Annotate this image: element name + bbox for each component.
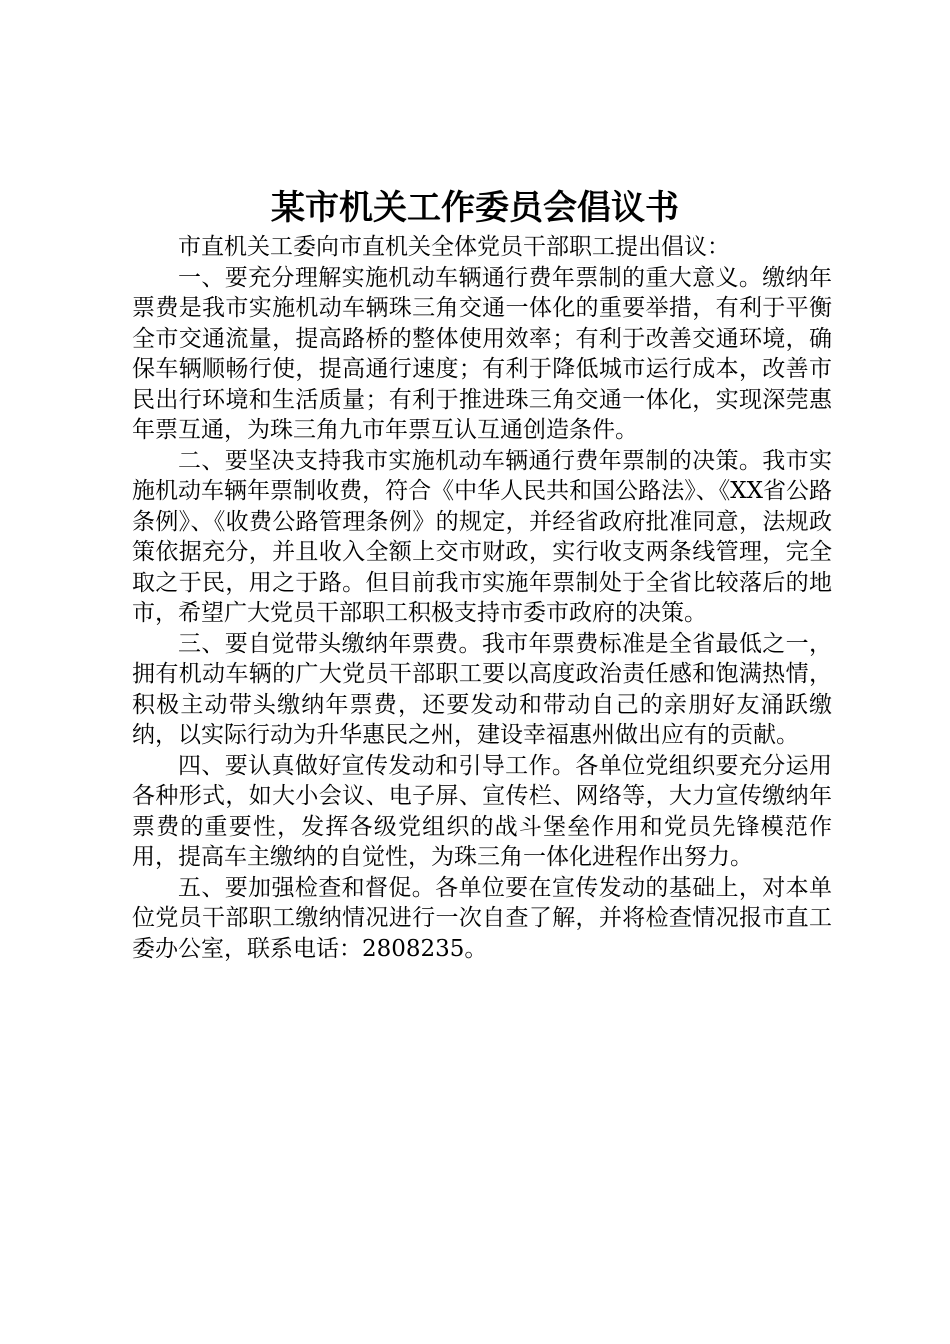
paragraph-item-1: 一、要充分理解实施机动车辆通行费年票制的重大意义。缴纳年票费是我市实施机动车辆珠三角交通一体化的重要举措，有利于平衡全市交通流量，提高路桥的整体使用效率；有利于改善交通环境，确保车辆顺畅行使，提高通行速度；有利于降低城市运行成本，改善市民出行环境和生活质量；有利于推进珠三角交通一体化，实现深莞惠年票互通，为珠三角九市年票互认互通创造条件。 bbox=[132, 264, 832, 443]
paragraph-item-3: 三、要自觉带头缴纳年票费。我市年票费标准是全省最低之一，拥有机动车辆的广大党员干部职工要以高度政治责任感和饱满热情，积极主动带头缴纳年票费，还要发动和带动自己的亲朋好友涌跃缴纳，以实际行动为升华惠民之州，建设幸福惠州做出应有的贡献。 bbox=[132, 630, 832, 748]
document-title: 某市机关工作委员会倡议书 bbox=[271, 188, 679, 228]
paragraph-salutation: 市直机关工委向市直机关全体党员干部职工提出倡议： bbox=[178, 234, 730, 260]
paragraph-item-2: 二、要坚决支持我市实施机动车辆通行费年票制的决策。我市实施机动车辆年票制收费，符合《中华人民共和国公路法》、《XX省公路条例》、《收费公路管理条例》的规定，并经省政府批准同意，法规政策依据充分，并且收入全额上交市财政，实行收支两条线管理，完全取之于民，用之于路。但目前我市实施年票制处于全省比较落后的地市，希望广大党员干部职工积极支持市委市政府的决策。 bbox=[132, 447, 832, 626]
paragraph-item-5: 五、要加强检查和督促。各单位要在宣传发动的基础上，对本单位党员干部职工缴纳情况进行一次自查了解，并将检查情况报市直工委办公室，联系电话：2808235。 bbox=[132, 874, 832, 962]
document-body bbox=[132, 232, 832, 964]
paragraph-item-4: 四、要认真做好宣传发动和引导工作。各单位党组织要充分运用各种形式，如大小会议、电子屏、宣传栏、网络等，大力宣传缴纳年票费的重要性，发挥各级党组织的战斗堡垒作用和党员先锋模范作用，提高车主缴纳的自觉性，为珠三角一体化进程作出努力。 bbox=[132, 752, 832, 870]
